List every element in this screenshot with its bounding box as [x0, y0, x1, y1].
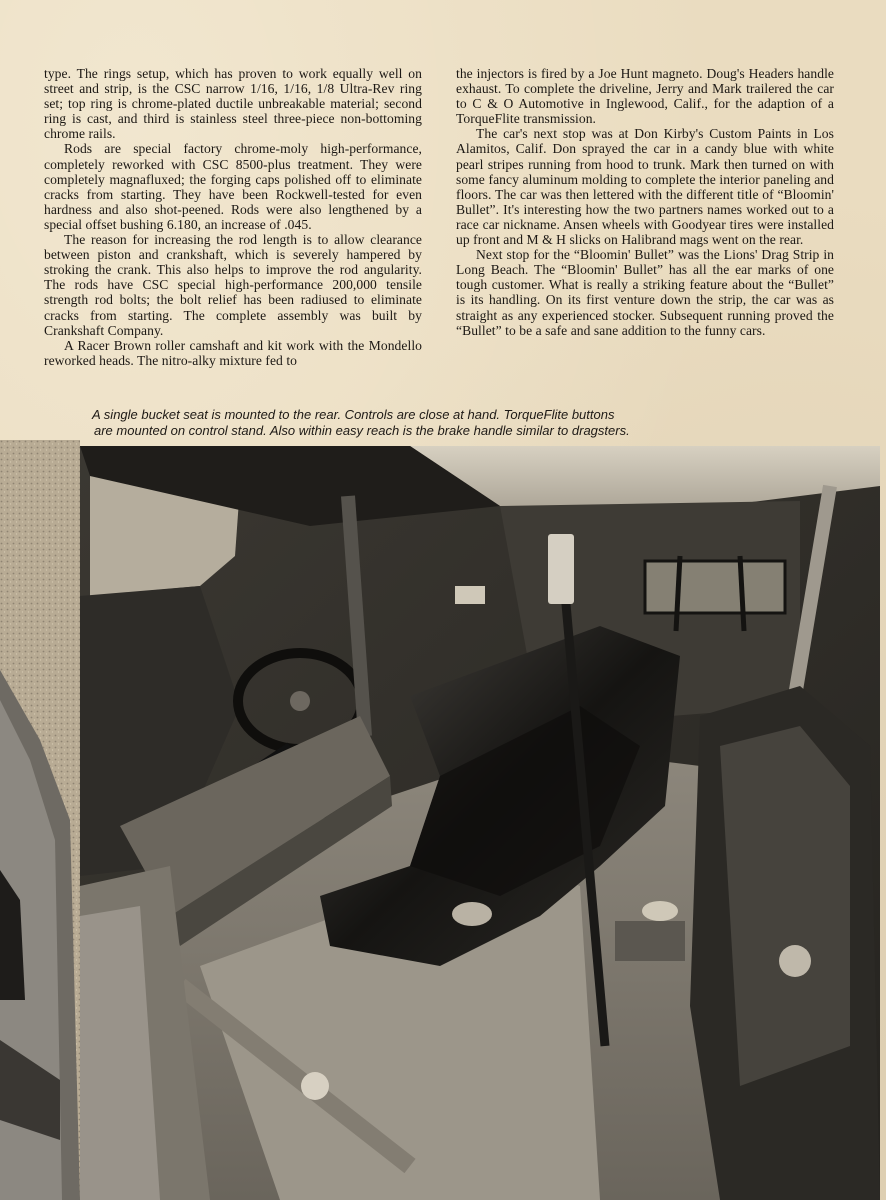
caption-line: are mounted on control stand. Also within easy reach is the brake handle similar to dragsters. [94, 423, 630, 438]
paragraph: Next stop for the “Bloomin' Bullet” was the Lions' Drag Strip in Long Beach. The “Bloomin' Bullet” has all the ear marks of one tough customer. What is really a striking feature about the “Bullet” is its handling. On its first venture down the strip, the car was as straight as any experienced stocker. Subsequent running proved the “Bullet” to be a safe and sane addition to the funny cars. [456, 247, 834, 338]
article-column-right [456, 66, 834, 338]
paragraph: type. The rings setup, which has proven to work equally well on street and strip, is the CSC narrow 1/16, 1/16, 1/8 Ultra-Rev ring set; top ring is chrome-plated ductile unbreakable material; second ring is cast, and third is stainless steel three-piece non-bottoming chrome rails. [44, 66, 422, 142]
paragraph: Rods are special factory chrome-moly high-performance, completely reworked with CSC 8500-plus treatment. They were completely magnafluxed; the forging caps polished off to eliminate cracks from starting. They have been Rockwell-tested for even hardness and also shot-peened. Rods were also lengthened by a special offset bushing 6.180, an increase of .045. [44, 141, 422, 232]
paragraph: the injectors is fired by a Joe Hunt magneto. Doug's Headers handle exhaust. To complete the driveline, Jerry and Mark trailered the car to C & O Automotive in Inglewood, Calif., for the adaption of a TorqueFlite transmission. [456, 66, 834, 127]
paragraph: The reason for increasing the rod length is to allow clearance between piston and crankshaft, which is severely hampered by stroking the crank. This also helps to improve the rod angularity. The rods have CSC special high-performance 200,000 tensile strength rod bolts; the bolt relief has been radiused to eliminate cracks from starting. The complete assembly was built by Crankshaft Company. [44, 232, 422, 338]
caption-line: A single bucket seat is mounted to the rear. Controls are close at hand. TorqueFlite buttons [92, 407, 615, 422]
car-exterior-photo [0, 440, 80, 1200]
paragraph: A Racer Brown roller camshaft and kit work with the Mondello reworked heads. The nitro-alky mixture fed to [44, 337, 422, 368]
photo-caption [92, 407, 812, 439]
cockpit-photo [80, 446, 880, 1200]
paragraph: The car's next stop was at Don Kirby's Custom Paints in Los Alamitos, Calif. Don sprayed the car in a candy blue with white pearl stripes running from hood to trunk. Mark then turned on with some fancy aluminum molding to complete the interior paneling and floors. The car was then lettered with the different title of “Bloomin' Bullet”. It's interesting how the two partners names worked out to a race car nickname. Ansen wheels with Goodyear tires were installed up front and M & H slicks on Halibrand mags went on the rear. [456, 126, 834, 248]
article-column-left [44, 66, 422, 368]
